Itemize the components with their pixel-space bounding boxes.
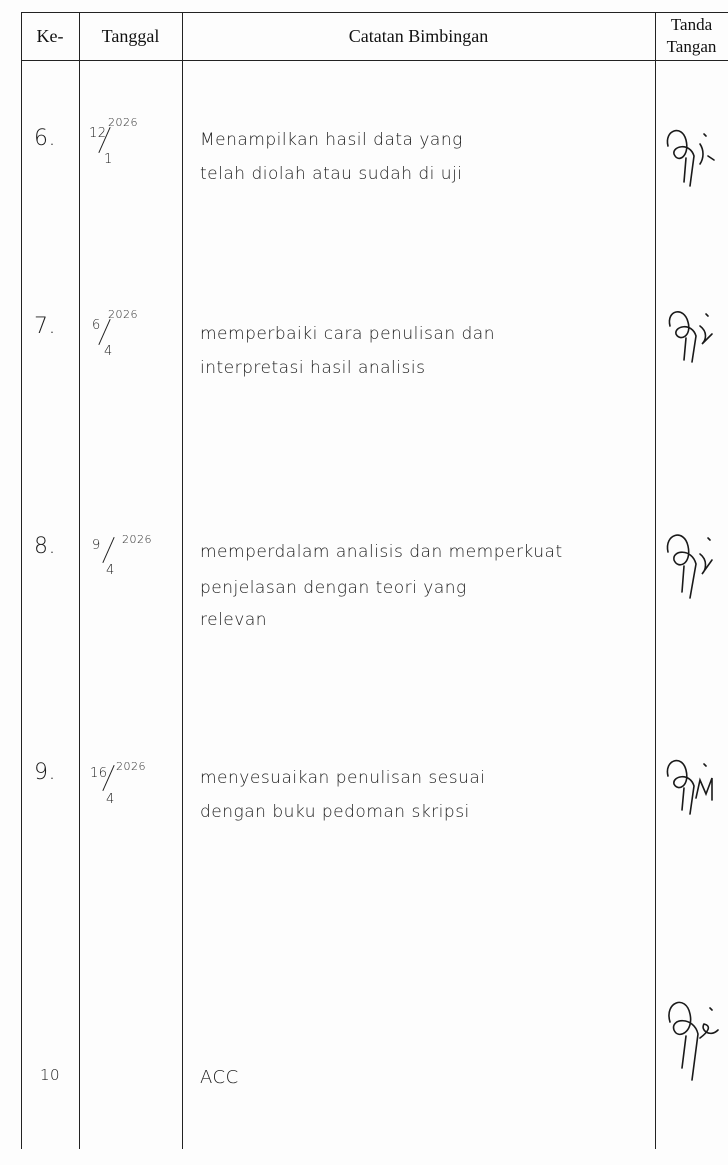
date-day: 12 [89,126,107,141]
signature-mark [662,300,722,368]
date-day: 9 [92,538,101,553]
row-number: 10 [40,1066,61,1084]
table-left-border [21,12,22,1149]
column-divider-date [182,12,183,1149]
date-year: 2026 [108,308,138,321]
header-bottom-border [21,60,728,61]
header-date [79,12,182,60]
header-notes-label: Catatan Bimbingan [348,26,489,46]
note-line: penjelasan dengan teori yang [200,578,467,598]
date-year: 2026 [108,116,138,129]
header-no-label: Ke- [36,26,64,46]
column-divider-notes [655,12,656,1149]
date-year: 2026 [116,760,146,773]
date-day: 16 [90,766,108,781]
date-month: 4 [106,563,115,578]
note-line: menyesuaikan penulisan sesuai [200,768,486,788]
date-day: 6 [92,318,101,333]
column-divider-no [79,12,80,1149]
row-number: 8. [34,534,56,559]
signature-mark [660,520,722,604]
signature-mark [660,116,722,192]
signature-mark [660,748,722,820]
row-number: 7. [34,314,56,339]
note-line: relevan [200,610,268,630]
date-month: 1 [104,152,113,167]
signature-mark [660,986,724,1086]
header-date-label: Tanggal [101,26,160,46]
note-line: dengan buku pedoman skripsi [200,802,470,822]
date-slash [102,537,114,563]
note-line: ACC [200,1067,239,1088]
note-line: Menampilkan hasil data yang [200,130,463,150]
date-month: 4 [106,792,115,807]
header-no [21,12,79,60]
note-line: interpretasi hasil analisis [200,358,426,378]
row-number: 6. [34,126,56,151]
note-line: memperdalam analisis dan memperkuat [200,542,563,562]
header-signature [655,12,728,60]
note-line: memperbaiki cara penulisan dan [200,324,495,344]
header-signature-line2: Tangan [666,37,717,56]
header-signature-line1: Tanda [670,15,713,34]
note-line: telah diolah atau sudah di uji [200,164,463,184]
header-notes [182,12,655,60]
date-month: 4 [104,344,113,359]
date-year: 2026 [122,533,152,546]
row-number: 9. [34,760,56,785]
